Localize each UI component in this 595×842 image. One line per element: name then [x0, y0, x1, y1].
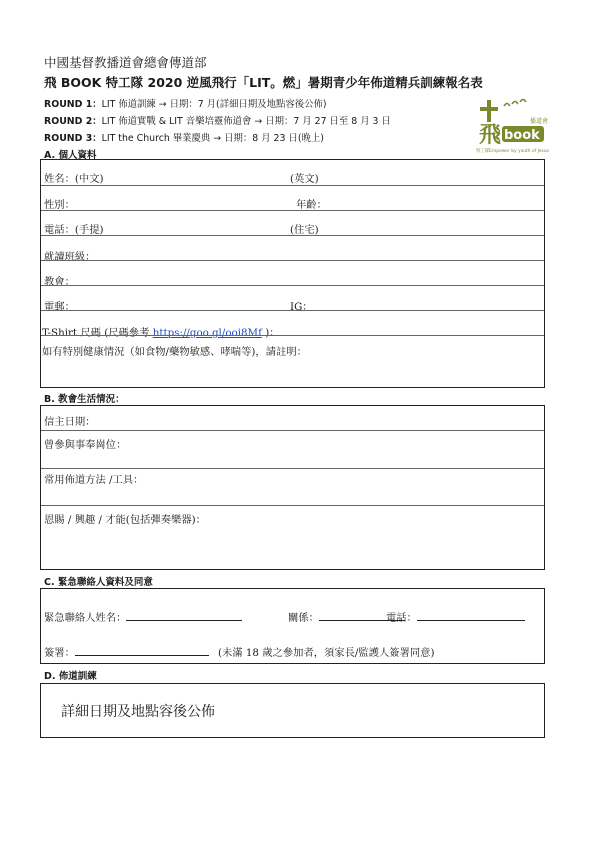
ig-label: IG：: [290, 301, 313, 313]
age-label: 年齡：: [296, 199, 327, 211]
row-serving[interactable]: [41, 430, 544, 468]
contact-name-label: 緊急聯絡人姓名：: [44, 612, 127, 624]
church-label: 教會：: [44, 276, 75, 288]
row-grade[interactable]: [41, 235, 544, 263]
contact-name-field[interactable]: [126, 610, 242, 621]
svg-text:特工隊Empower by youth of Jesus: 特工隊Empower by youth of Jesus: [476, 149, 549, 154]
row-gifts[interactable]: [41, 505, 544, 569]
phone-mobile-label: 電話：(手提): [44, 224, 104, 236]
section-a-personal-info: [40, 159, 545, 388]
organization-name: 中國基督教播道會總會傳道部: [44, 55, 207, 70]
gifts-label: 恩賜 / 興趣 / 才能(包括彈奏樂器)：: [44, 514, 206, 526]
round-1-line: [44, 96, 327, 110]
health-label: 如有特別健康情況（如食物/藥物敏感、哮喘等)，請註明：: [42, 346, 307, 358]
grade-label: 就讀班級：: [44, 251, 96, 263]
row-church[interactable]: [41, 260, 544, 288]
section-c-heading: C. 緊急聯絡人資料及同意: [44, 577, 153, 588]
section-c-emergency-contact: [40, 588, 545, 664]
fei-book-logo: [474, 98, 550, 156]
relation-label: 關係：: [288, 612, 319, 624]
contact-name-line: [44, 609, 242, 624]
row-health[interactable]: [41, 335, 544, 387]
contact-phone-line: [386, 609, 525, 624]
phone-home-label: (住宅): [290, 224, 319, 236]
gender-label: 性別：: [44, 199, 75, 211]
round-2-text: LIT 佈道實戰 & LIT 音樂培靈佈道會 → 日期：7 月 27 日至 8 月 3 日: [101, 116, 391, 127]
row-phone[interactable]: [41, 210, 544, 235]
section-b-heading: B. 教會生活情況：: [44, 394, 125, 405]
tshirt-suffix: )：: [261, 327, 280, 339]
round-2-line: [44, 113, 391, 127]
serving-label: 曾參與事奉崗位：: [44, 439, 127, 451]
svg-text:飛: 飛: [479, 122, 502, 148]
round-3-text: LIT the Church 畢業慶典 → 日期：8 月 23 日(晚上): [101, 133, 324, 144]
row-email-ig[interactable]: [41, 285, 544, 313]
email-label: 電郵：: [44, 301, 75, 313]
name-cn-label: 姓名：(中文): [44, 173, 104, 185]
signature-line: [44, 644, 209, 659]
evangelism-methods-label: 常用佈道方法 /工具：: [44, 474, 144, 486]
tshirt-size-link[interactable]: https://goo.gl/ooi8Mf: [152, 327, 262, 339]
row-believed-date[interactable]: [41, 406, 544, 430]
section-b-church-life: [40, 405, 545, 570]
signature-label: 簽署：: [44, 647, 75, 659]
svg-text:book: book: [504, 128, 540, 143]
row-evangelism-methods[interactable]: [41, 468, 544, 505]
form-title: 飛 BOOK 特工隊 2020 逆風飛行「LIT。燃」暑期青少年佈道精兵訓練報名表: [44, 75, 483, 90]
name-en-label: (英文): [290, 173, 319, 185]
signature-field[interactable]: [75, 645, 209, 656]
round-1-label: ROUND 1：: [44, 99, 102, 110]
row-name[interactable]: [41, 160, 544, 185]
section-d-evangelism-training: [40, 683, 545, 738]
round-1-text: LIT 佈道訓練 → 日期：7 月(詳細日期及地點容後公佈): [101, 99, 327, 110]
svg-text:播道會: 播道會: [530, 118, 549, 125]
training-details-text: 詳細日期及地點容後公佈: [61, 704, 215, 720]
round-3-line: [44, 130, 324, 144]
row-gender-age[interactable]: [41, 185, 544, 210]
round-3-label: ROUND 3：: [44, 133, 102, 144]
tshirt-prefix: T-Shirt 尺碼 (尺碼參考: [42, 327, 153, 339]
section-d-heading: D. 佈道訓練: [44, 671, 97, 682]
contact-phone-label: 電話：: [386, 612, 417, 624]
fei-book-logo-graphic: [474, 98, 550, 156]
believed-date-label: 信主日期：: [44, 416, 96, 428]
row-tshirt[interactable]: [41, 310, 544, 339]
signature-note: (未滿 18 歲之參加者，須家長/監護人簽署同意): [218, 647, 435, 659]
contact-phone-field[interactable]: [417, 610, 525, 621]
section-a-heading: A. 個人資料: [44, 150, 97, 161]
round-2-label: ROUND 2：: [44, 116, 102, 127]
